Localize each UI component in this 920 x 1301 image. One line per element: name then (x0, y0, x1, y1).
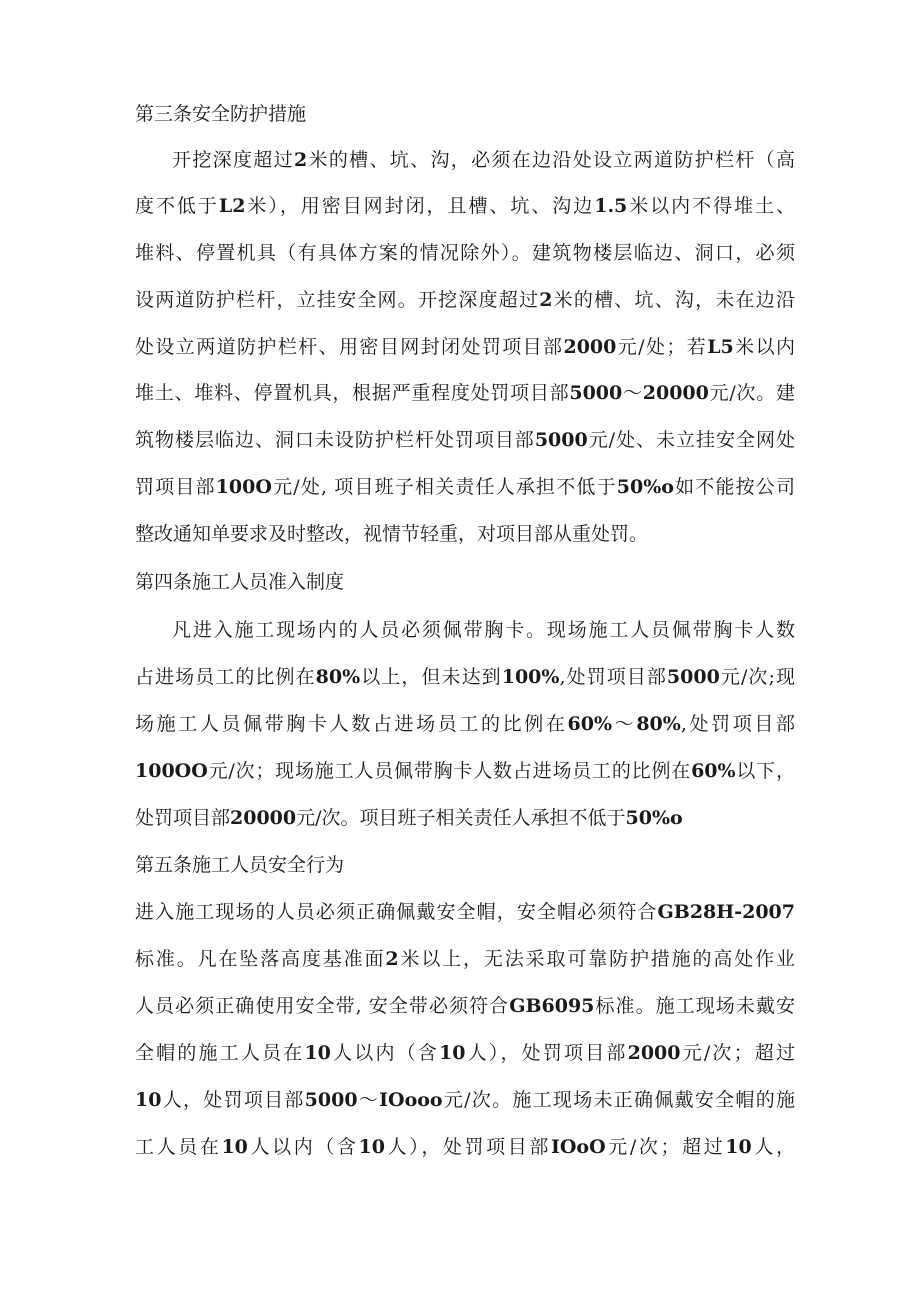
paragraph-line: 整改通知单要求及时整改，视情节轻重，对项目部从重处罚。 (135, 523, 649, 545)
paragraph-line: 度不低于L2米），用密目网封闭，且槽、坑、沟边1.5米以内不得堆土、 (135, 195, 795, 217)
paragraph-line: 100OO元/次；现场施工人员佩带胸卡人数占进场员工的比例在60%以下， (135, 760, 795, 782)
paragraph-line: 凡进入施工现场内的人员必须佩带胸卡。现场施工人员佩带胸卡人数 (172, 619, 795, 641)
paragraph-line: 人员必须正确使用安全带, 安全带必须符合GB6095标准。施工现场未戴安 (135, 995, 795, 1017)
paragraph-line: 筑物楼层临边、洞口未设防护栏杆处罚项目部5000元/处、未立挂安全网处 (135, 429, 795, 451)
paragraph-line: 进入施工现场的人员必须正确佩戴安全帽，安全帽必须符合GB28H-2007 (135, 901, 795, 923)
paragraph-line: 全帽的施工人员在10人以内（含10人），处罚项目部2000元/次；超过 (135, 1042, 795, 1064)
paragraph-line: 10人，处罚项目部5000～IOooo元/次。施工现场未正确佩戴安全帽的施 (135, 1089, 795, 1111)
paragraph-line: 标准。凡在坠落高度基准面2米以上，无法采取可靠防护措施的高处作业 (135, 948, 795, 970)
paragraph-line: 罚项目部100O元/处, 项目班子相关责任人承担不低于50%o如不能按公司 (135, 476, 795, 498)
paragraph-line: 处设立两道防护栏杆、用密目网封闭处罚项目部2000元/处；若L5米以内 (135, 336, 795, 358)
section-heading-3: 第三条安全防护措施 (135, 103, 307, 125)
paragraph-line: 场施工人员佩带胸卡人数占进场员工的比例在60%～80%,处罚项目部 (135, 713, 795, 735)
paragraph-line: 处罚项目部20000元/次。项目班子相关责任人承担不低于50%o (135, 807, 683, 829)
paragraph-line: 占进场员工的比例在80%以上，但未达到100%,处罚项目部5000元/次;现 (135, 666, 795, 688)
paragraph-line: 堆料、停置机具（有具体方案的情况除外）。建筑物楼层临边、洞口，必须 (135, 242, 795, 264)
paragraph-line: 堆土、堆料、停置机具，根据严重程度处罚项目部5000～20000元/次。建 (135, 382, 795, 404)
paragraph-line: 开挖深度超过2米的槽、坑、沟，必须在边沿处设立两道防护栏杆（高 (172, 149, 795, 171)
paragraph-line: 工人员在10人以内（含10人），处罚项目部IOoO元/次；超过10人， (135, 1136, 795, 1158)
section-heading-5: 第五条施工人员安全行为 (135, 854, 345, 876)
section-heading-4: 第四条施工人员准入制度 (135, 571, 345, 593)
paragraph-line: 设两道防护栏杆，立挂安全网。开挖深度超过2米的槽、坑、沟，未在边沿 (135, 289, 795, 311)
